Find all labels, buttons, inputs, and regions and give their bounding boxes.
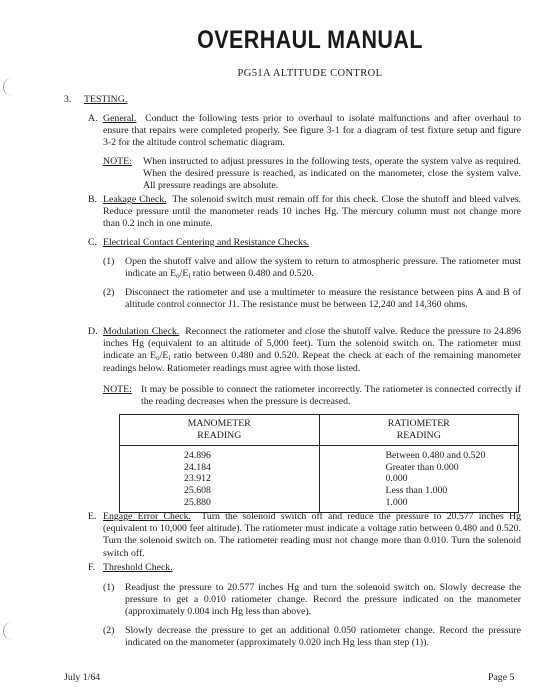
- manometer-table: [119, 414, 519, 513]
- para-c-item-2: Disconnect the ratiometer and use a multimeter to measure the resistance between pins A and B of altitude control connector J1. The resistance must be between 12,240 and 14,360 ohms.: [125, 287, 521, 311]
- para-d-text: Reconnect the ratiometer and close the shutoff valve. Reduce the pressure to 24.896 inches Hg (equivalent to an altitude of 5,000 feet). Turn the solenoid switch on. The ratiometer must indicate an E: [103, 326, 521, 362]
- table-cell: 24.184: [184, 461, 211, 473]
- item-text: /E: [179, 268, 189, 280]
- binder-hole-mark: [3, 622, 16, 640]
- manometer-header: [120, 415, 320, 446]
- table-cell: 25.880: [184, 496, 211, 508]
- note-d-text: It may be possible to connect the ratiometer incorrectly. The ratiometer is connected correctly if the reading decreases when the pressure is decreased.: [141, 384, 521, 408]
- para-a: [103, 113, 521, 150]
- note-d-label: NOTE:: [103, 384, 132, 395]
- footer-page-number: Page 5: [488, 672, 515, 683]
- para-e: [103, 511, 521, 560]
- header-line: READING: [396, 429, 441, 441]
- table-cell: Less than 1.000: [385, 484, 448, 496]
- para-f-item-1: Readjust the pressure to 20.577 inches Hg and turn the solenoid switch on. Slowly decrease the pressure to get a 0.010 ratiometer change. Record the pressure indicated on the manometer (approximately 0.004 inch Hg less than above).: [125, 582, 521, 618]
- subscript: o: [156, 354, 160, 363]
- para-e-label: E.: [88, 511, 97, 522]
- para-b-heading: Leakage Check.: [103, 194, 167, 205]
- page-subtitle: PG51A ALTITUDE CONTROL: [237, 68, 383, 79]
- table-row: [120, 446, 519, 513]
- para-d: [103, 326, 521, 375]
- table-cell: 1.000: [385, 496, 408, 508]
- para-f-item-1-num: (1): [103, 582, 115, 593]
- section-title: TESTING.: [84, 94, 128, 105]
- header-line: MANOMETER: [187, 418, 251, 429]
- note-a-label: NOTE:: [103, 156, 132, 167]
- page-title: OVERHAUL MANUAL: [197, 26, 423, 54]
- subscript: o: [176, 272, 180, 281]
- subscript: i: [168, 354, 171, 363]
- note-a-text: When instructed to adjust pressures in the following tests, operate the system valve as required. When the desired pressure is reached, as indicated on the manometer, close the system valve. All pressure readings are absolute.: [143, 156, 521, 192]
- para-f-item-2: Slowly decrease the pressure to get an additional 0.050 ratiometer change. Record the pressure indicated on the manometer (approximately 0.020 inch Hg less than step (1)).: [125, 625, 521, 649]
- para-a-heading: General.: [103, 113, 137, 124]
- para-a-text: Conduct the following tests prior to overhaul to isolate malfunctions and after overhaul to ensure that repairs were completed properly. See figure 3-1 for a diagram of test fixture setup and figure 3-2 for the altitude control schematic diagram.: [103, 113, 521, 149]
- para-b-label: B.: [88, 194, 97, 205]
- para-d-text: /E: [159, 350, 169, 362]
- para-c-item-2-num: (2): [103, 287, 115, 298]
- para-d-label: D.: [88, 326, 98, 337]
- table-cell: Greater than 0.000: [385, 461, 459, 473]
- header-line: RATIOMETER: [387, 418, 450, 429]
- para-f-heading: Threshold Check.: [103, 562, 173, 573]
- para-b-text: The solenoid switch must remain off for this check. Close the shutoff and bleed valves. Reduce pressure until the manometer reads 10 inches Hg. The mercury column must not change more than 0.2 inch in one minute.: [103, 194, 521, 230]
- para-c-heading: Electrical Contact Centering and Resistance Checks.: [103, 237, 310, 248]
- subscript: i: [188, 272, 191, 281]
- para-f-label: F.: [88, 562, 96, 573]
- manometer-values: [120, 446, 320, 513]
- header-line: READING: [197, 429, 242, 441]
- para-f-item-2-num: (2): [103, 625, 115, 636]
- ratiometer-values: [319, 446, 519, 513]
- table-header-row: [120, 415, 519, 446]
- para-d-text: ratio between 0.480 and 0.520. Repeat the check at each of the remaining manometer readings below. Ratiometer readings must agree with those listed.: [103, 350, 522, 374]
- para-b: [103, 194, 521, 231]
- para-e-heading: Engage Error Check.: [103, 511, 191, 522]
- ratiometer-header: [319, 415, 519, 446]
- binder-hole-mark: [3, 78, 16, 96]
- para-e-text: Turn the solenoid switch off and reduce the pressure to 20.577 inches Hg (equivalent to 10,000 feet altitude). The ratiometer must indicate a voltage ratio between 0.480 and 0.520. Turn the solenoid switch on. The ratiometer reading must not change more than 0.010. Turn the solenoid switch off.: [103, 511, 521, 559]
- table-cell: 24.896: [184, 450, 211, 462]
- para-c-item-1-num: (1): [103, 256, 115, 267]
- item-text: Open the shutoff valve and allow the system to return to atmospheric pressure. The ratiometer must indicate an E: [125, 256, 521, 280]
- para-c-label: C.: [88, 237, 97, 248]
- table-cell: 25.608: [184, 484, 211, 496]
- section-number: 3.: [64, 94, 72, 105]
- footer-date: July 1/64: [64, 672, 101, 683]
- table-cell: 23.912: [184, 473, 211, 485]
- para-d-heading: Modulation Check.: [103, 326, 180, 337]
- item-text: ratio between 0.480 and 0.520.: [190, 268, 314, 280]
- table-cell: 0.000: [385, 473, 408, 485]
- para-c-item-1: [125, 256, 521, 280]
- para-a-label: A.: [88, 113, 98, 124]
- table-cell: Between 0.480 and 0.520: [385, 450, 486, 462]
